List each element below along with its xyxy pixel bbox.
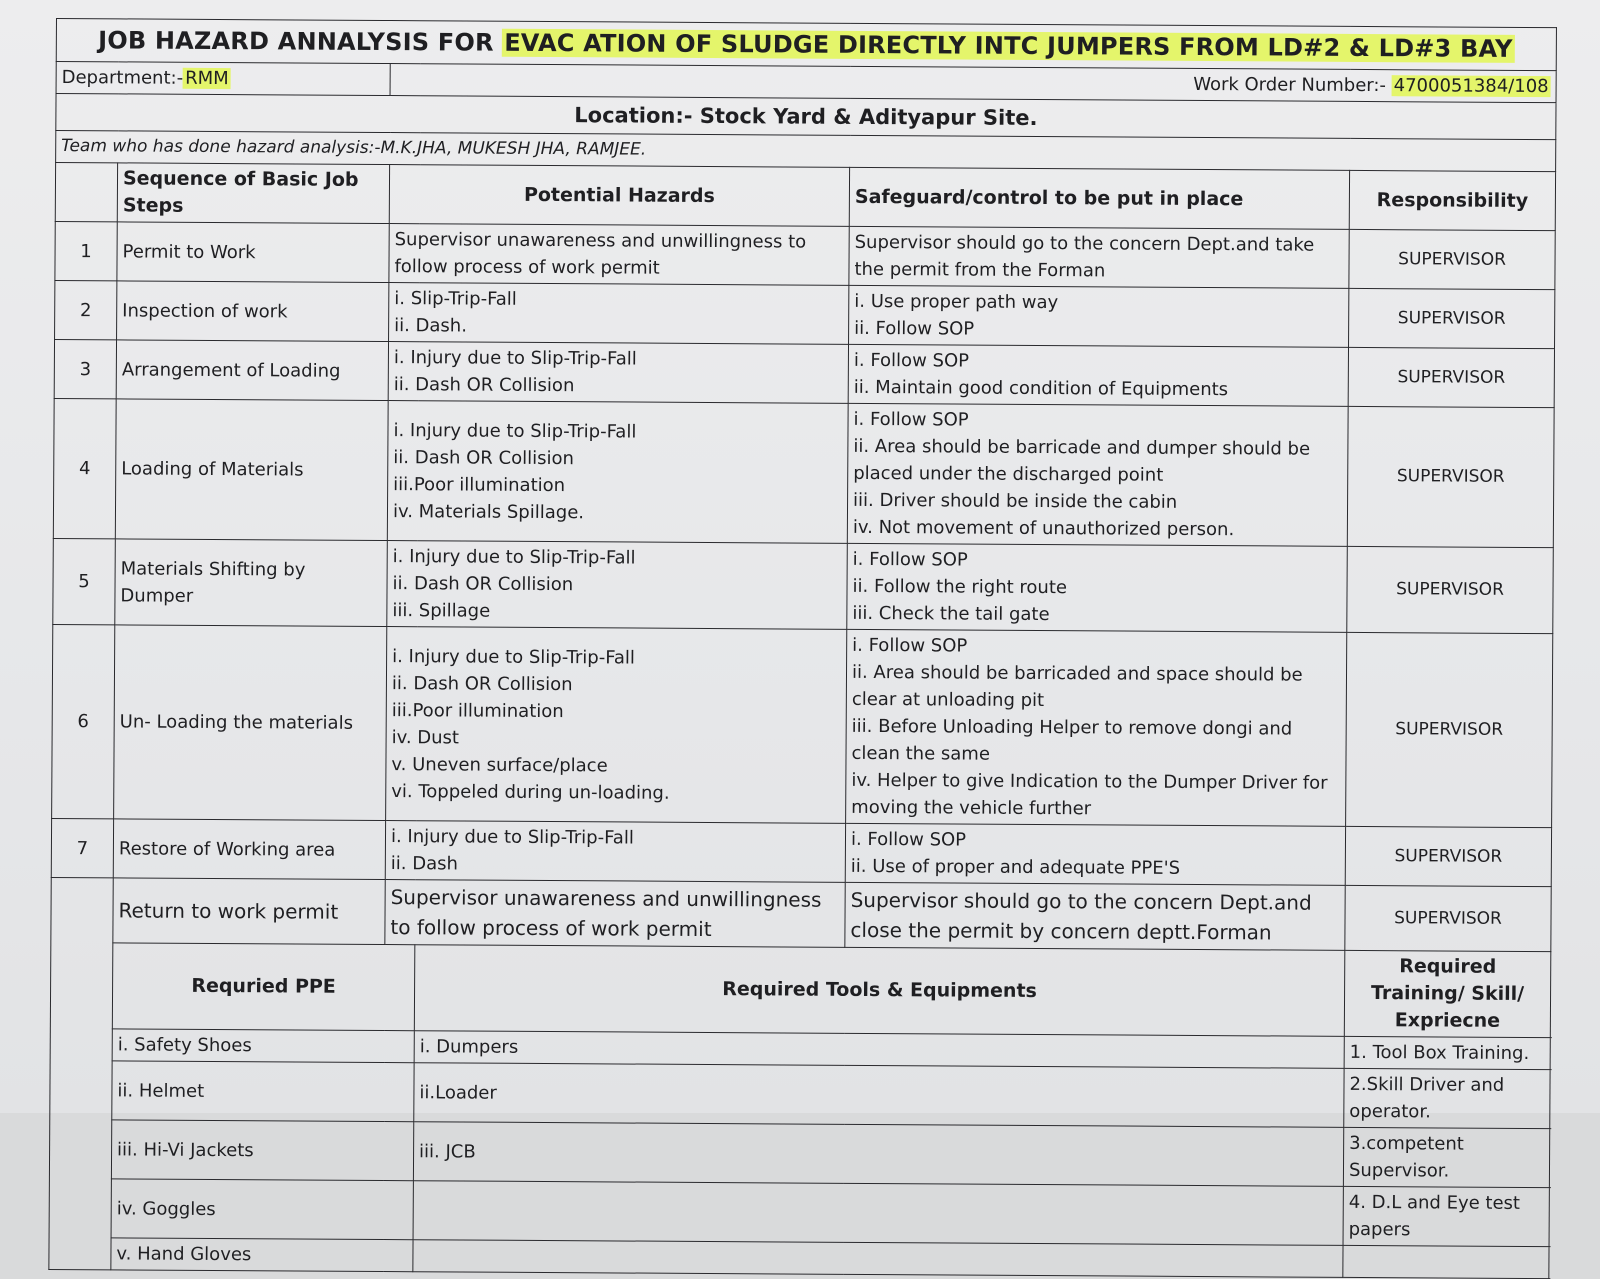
hazards-cell bbox=[385, 880, 845, 948]
safeguard-item: ii. Area should be barricaded and space should be clear at unloading pit bbox=[851, 661, 1303, 712]
hazards-cell bbox=[386, 627, 847, 824]
hazard-item: i. Injury due to Slip-Trip-Fall bbox=[393, 419, 637, 443]
hazards-cell bbox=[387, 401, 848, 544]
hazard-item: iii.Poor illumination bbox=[391, 699, 564, 722]
safeguard-item: i. Follow SOP bbox=[852, 548, 968, 571]
safeguards-cell bbox=[848, 344, 1348, 406]
hazard-item: iii.Poor illumination bbox=[393, 473, 566, 496]
requirements-row bbox=[50, 1060, 1550, 1128]
safeguard-item: ii. Use of proper and adequate PPE'S bbox=[850, 855, 1181, 879]
hazards-cell bbox=[385, 821, 845, 883]
step-number bbox=[49, 877, 113, 1269]
team-members: Team who has done hazard analysis:-M.K.JHA, MUKESH JHA, RAMJEE. bbox=[56, 131, 1556, 172]
step-name: Permit to Work bbox=[117, 222, 389, 283]
table-row bbox=[55, 221, 1555, 289]
table-row bbox=[51, 818, 1551, 886]
safeguard-item: Supervisor should go to the concern Dept.and take the permit from the Forman bbox=[854, 231, 1315, 282]
safeguard-item: i. Follow SOP bbox=[850, 828, 967, 851]
table-row bbox=[52, 624, 1553, 827]
hazard-item: v. Uneven surface/place bbox=[391, 753, 608, 776]
safeguard-item: i. Use proper path way bbox=[854, 290, 1059, 314]
hazard-item: ii. Dash bbox=[390, 853, 459, 875]
responsibility: SUPERVISOR bbox=[1346, 632, 1553, 827]
safeguards-cell bbox=[847, 543, 1348, 632]
hazard-item: ii. Dash OR Collision bbox=[393, 374, 575, 397]
hazards-cell bbox=[389, 224, 849, 286]
title-prefix: JOB HAZARD ANNALYSIS FOR bbox=[98, 25, 503, 57]
step-name: Materials Shifting by Dumper bbox=[115, 539, 388, 627]
work-order-label: Work Order Number:- bbox=[1193, 73, 1392, 97]
safeguards-cell bbox=[845, 882, 1345, 950]
column-header-hazards: Potential Hazards bbox=[389, 165, 849, 227]
department-label: Department:- bbox=[61, 67, 184, 89]
safeguard-item: iv. Helper to give Indication to the Dumper Driver for moving the vehicle further bbox=[851, 769, 1328, 820]
responsibility: SUPERVISOR bbox=[1348, 347, 1554, 407]
tool-item: i. Dumpers bbox=[414, 1031, 1344, 1069]
safeguard-item: i. Follow SOP bbox=[853, 408, 969, 431]
title-highlighted: EVAC ATION OF SLUDGE DIRECTLY INTC JUMPERS FROM LD#2 & LD#3 BAY bbox=[502, 28, 1514, 62]
training-item: 4. D.L and Eye test papers bbox=[1343, 1186, 1549, 1246]
department-cell bbox=[56, 62, 390, 96]
step-number: 3 bbox=[54, 339, 116, 398]
responsibility: SUPERVISOR bbox=[1347, 406, 1554, 547]
step-number: 4 bbox=[53, 398, 116, 538]
training-item: 2.Skill Driver and operator. bbox=[1344, 1068, 1550, 1128]
work-order-value: 4700051384/108 bbox=[1393, 75, 1549, 98]
training-item: 1. Tool Box Training. bbox=[1344, 1036, 1550, 1069]
step-name: Return to work permit bbox=[113, 878, 385, 945]
table-row bbox=[55, 280, 1555, 348]
hazard-item: i. Slip-Trip-Fall bbox=[394, 288, 517, 310]
safeguards-cell bbox=[847, 403, 1348, 546]
table-row bbox=[53, 398, 1554, 547]
department-value: RMM bbox=[185, 67, 229, 90]
ppe-header: Requried PPE bbox=[112, 943, 415, 1031]
hazard-item: Supervisor unawareness and unwillingness to follow process of work permit bbox=[390, 885, 822, 942]
jha-table bbox=[48, 18, 1557, 1279]
safeguard-item: iii. Driver should be inside the cabin bbox=[853, 489, 1178, 513]
jha-form bbox=[48, 18, 1556, 1279]
step-name: Loading of Materials bbox=[115, 399, 388, 541]
requirements-row bbox=[49, 1178, 1549, 1246]
tools-header: Required Tools & Equipments bbox=[414, 945, 1345, 1037]
table-row bbox=[54, 339, 1554, 407]
table-row bbox=[51, 877, 1551, 951]
hazards-cell bbox=[389, 283, 849, 345]
safeguard-item: ii. Follow SOP bbox=[854, 317, 975, 340]
safeguards-cell bbox=[849, 226, 1349, 288]
tool-item: ii.Loader bbox=[414, 1063, 1344, 1128]
step-number: 5 bbox=[53, 538, 116, 624]
ppe-item: i. Safety Shoes bbox=[112, 1029, 414, 1063]
ppe-item: v. Hand Gloves bbox=[111, 1238, 413, 1272]
step-number: 2 bbox=[55, 280, 117, 339]
table-row bbox=[53, 538, 1554, 633]
safeguard-item: Supervisor should go to the concern Dept.and close the permit by concern deptt.Forman bbox=[850, 887, 1312, 945]
hazard-item: i. Injury due to Slip-Trip-Fall bbox=[392, 546, 636, 569]
safeguards-cell bbox=[845, 823, 1345, 885]
ppe-item: iv. Goggles bbox=[111, 1179, 413, 1240]
tool-item bbox=[413, 1181, 1343, 1246]
training-item bbox=[1343, 1245, 1549, 1278]
safeguard-item: ii. Area should be barricade and dumper should be placed under the discharged point bbox=[853, 435, 1311, 486]
safeguard-item: iii. Check the tail gate bbox=[852, 602, 1050, 626]
step-name: Un- Loading the materials bbox=[114, 625, 387, 821]
safeguard-item: iv. Not movement of unauthorized person. bbox=[852, 516, 1235, 541]
safeguards-cell bbox=[849, 285, 1349, 347]
hazards-cell bbox=[387, 541, 848, 630]
responsibility: SUPERVISOR bbox=[1345, 826, 1551, 886]
hazards-cell bbox=[388, 342, 848, 404]
column-header-no bbox=[55, 163, 117, 222]
hazard-item: vi. Toppeled during un-loading. bbox=[391, 780, 670, 804]
responsibility: SUPERVISOR bbox=[1349, 288, 1555, 348]
step-number: 7 bbox=[51, 818, 113, 877]
responsibility: SUPERVISOR bbox=[1347, 546, 1554, 633]
hazard-item: Supervisor unawareness and unwillingness to follow process of work permit bbox=[394, 229, 807, 279]
safeguard-item: ii. Maintain good condition of Equipments bbox=[853, 376, 1229, 401]
hazard-item: iv. Dust bbox=[391, 726, 460, 748]
column-header-responsibility: Responsibility bbox=[1349, 170, 1555, 230]
safeguard-item: iii. Before Unloading Helper to remove dongi and clean the same bbox=[851, 715, 1293, 765]
hazard-item: iv. Materials Spillage. bbox=[392, 500, 585, 523]
safeguard-item: i. Follow SOP bbox=[853, 349, 970, 372]
hazard-item: i. Injury due to Slip-Trip-Fall bbox=[393, 347, 637, 370]
requirements-row bbox=[49, 1119, 1549, 1187]
safeguards-cell bbox=[846, 629, 1347, 826]
hazard-item: iii. Spillage bbox=[392, 600, 491, 622]
column-header-safeguards: Safeguard/control to be put in place bbox=[849, 167, 1349, 229]
tool-item bbox=[413, 1240, 1343, 1278]
step-name: Restore of Working area bbox=[113, 819, 385, 880]
location: Location:- Stock Yard & Adityapur Site. bbox=[56, 94, 1556, 140]
safeguard-item: ii. Follow the right route bbox=[852, 575, 1068, 599]
hazard-item: ii. Dash OR Collision bbox=[392, 573, 574, 596]
ppe-item: ii. Helmet bbox=[112, 1061, 414, 1122]
hazard-item: ii. Dash. bbox=[394, 315, 468, 337]
tool-item: iii. JCB bbox=[413, 1122, 1343, 1187]
step-number: 6 bbox=[52, 624, 115, 818]
step-number: 1 bbox=[55, 221, 117, 280]
responsibility: SUPERVISOR bbox=[1349, 229, 1555, 289]
hazard-item: ii. Dash OR Collision bbox=[393, 446, 575, 469]
training-item: 3.competent Supervisor. bbox=[1343, 1127, 1549, 1187]
ppe-item: iii. Hi-Vi Jackets bbox=[111, 1120, 413, 1181]
step-name: Arrangement of Loading bbox=[116, 340, 388, 401]
hazard-item: i. Injury due to Slip-Trip-Fall bbox=[390, 826, 634, 849]
hazard-item: ii. Dash OR Collision bbox=[391, 672, 573, 695]
hazard-item: i. Injury due to Slip-Trip-Fall bbox=[392, 645, 636, 669]
responsibility: SUPERVISOR bbox=[1345, 885, 1551, 951]
column-header-steps: Sequence of Basic Job Steps bbox=[117, 163, 389, 224]
step-name: Inspection of work bbox=[117, 281, 389, 342]
safeguard-item: i. Follow SOP bbox=[852, 634, 968, 657]
training-header: Required Training/ Skill/ Expriecne bbox=[1344, 950, 1551, 1037]
